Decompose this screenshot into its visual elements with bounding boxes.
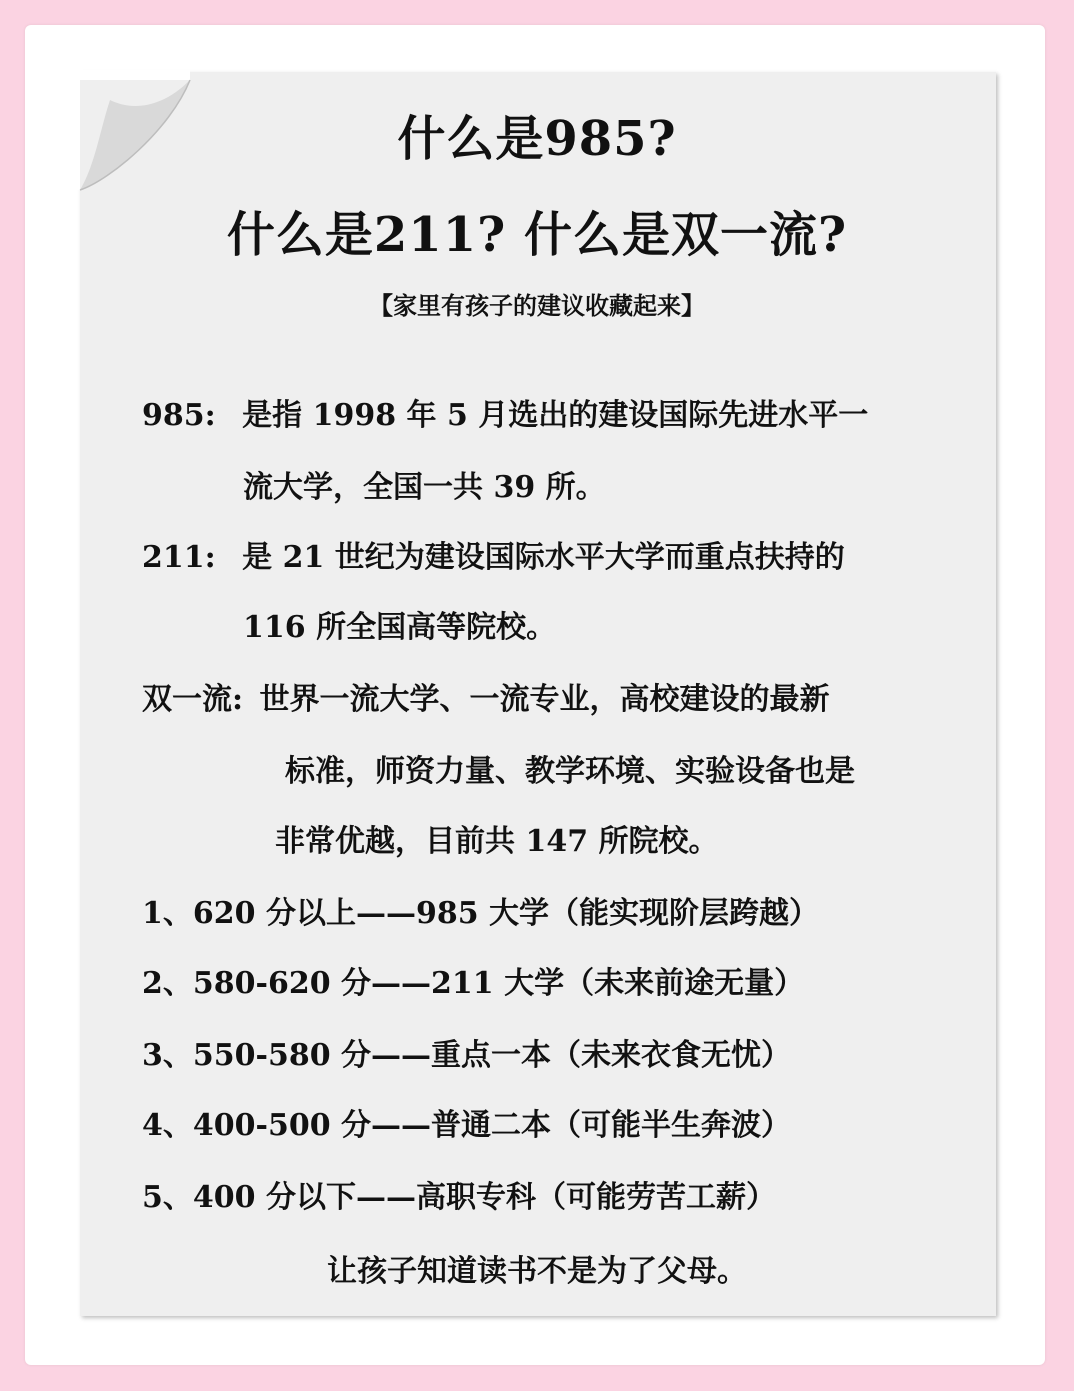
score-list-item: 5、400 分以下——高职专科（可能劳苦工薪）: [142, 1180, 776, 1215]
score-list-item: 2、580-620 分——211 大学（未来前途无量）: [142, 966, 805, 1001]
definition-211-line-2: 116 所全国高等院校。: [243, 610, 557, 645]
definition-double-first-class-line-2: 标准，师资力量、教学环境、实验设备也是: [285, 754, 855, 789]
definition-double-first-class-term: 双一流:: [142, 682, 244, 717]
definition-211-term: 211:: [142, 540, 216, 575]
definition-double-first-class-line-1: [142, 674, 830, 718]
definition-985-text: 是指 1998 年 5 月选出的建设国际先进水平一: [242, 398, 869, 433]
definition-985-line-1: [142, 390, 868, 434]
score-list-item: 3、550-580 分——重点一本（未来衣食无忧）: [142, 1038, 792, 1073]
definition-985-line-2: 流大学，全国一共 39 所。: [243, 470, 606, 505]
footer-note: 让孩子知道读书不是为了父母。: [327, 1254, 747, 1289]
score-list-item: 1、620 分以上——985 大学（能实现阶层跨越）: [142, 896, 820, 931]
definition-double-first-class-text: 世界一流大学、一流专业，高校建设的最新: [259, 682, 830, 717]
page-title-line-2: 什么是211? 什么是双一流?: [226, 207, 848, 263]
definition-985-term: 985:: [142, 398, 216, 433]
definition-211-line-1: [142, 532, 845, 576]
definition-211-text: 是 21 世纪为建设国际水平大学而重点扶持的: [242, 540, 845, 575]
subtitle: 【家里有孩子的建议收藏起来】: [369, 292, 705, 320]
definition-double-first-class-line-3: 非常优越，目前共 147 所院校。: [275, 824, 719, 859]
score-list-item: 4、400-500 分——普通二本（可能半生奔波）: [142, 1108, 792, 1143]
page-title-line-1: 什么是985?: [397, 111, 677, 167]
